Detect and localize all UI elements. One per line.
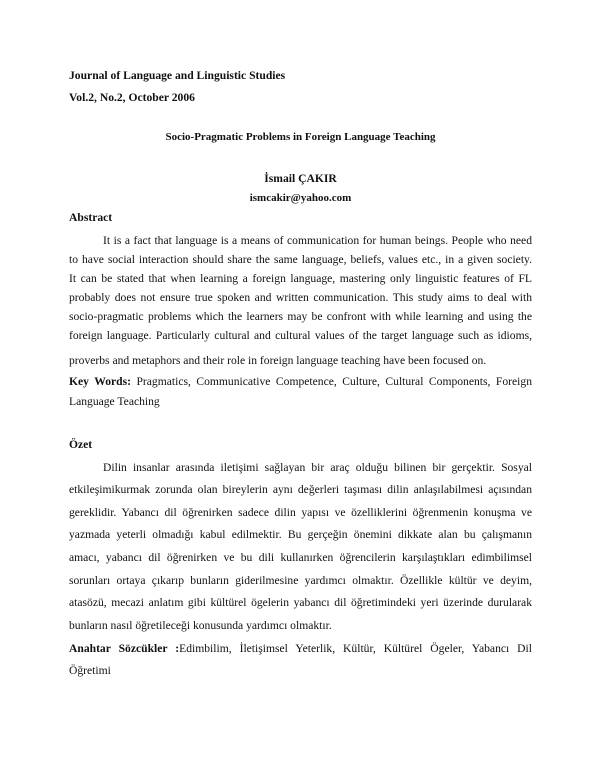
ozet-line: yazmada yeterli olmadığı kabul edilmektir. Bu gerçeğin önemini dikkate alan bu çalışmanın [69,528,532,541]
journal-volume: Vol.2, No.2, October 2006 [69,91,195,104]
anahtar-sozcukler-continued: Öğretimi [69,664,111,677]
journal-name: Journal of Language and Linguistic Studies [69,69,286,82]
ozet-heading: Özet [69,438,93,451]
author-email: ismcakir@yahoo.com [249,192,352,204]
ozet-line: bunların nasıl öğretileceği konusunda yardımcı olmaktır. [69,619,332,632]
key-words-text: Pragmatics, Communicative Competence, Culture, Cultural Components, Foreign [130,375,532,388]
anahtar-sozcukler-text: Edimbilim, İletişimsel Yeterlik, Kültür, Kültürel Ögeler, Yabancı Dil [179,642,532,655]
anahtar-sozcukler-label: Anahtar Sözcükler : [69,642,180,655]
abstract-line: foreign language. Particularly cultural and cultural values of the target language such as idioms, [69,329,532,342]
abstract-line: It can be stated that when learning a foreign language, mastering only linguistic features of FL [69,272,532,285]
ozet-line: gereklidir. Yabancı dil öğrenirken sadece dilin yapısı ve özelliklerini öğrenmenin konuşma ve [69,506,532,519]
key-words [69,375,532,390]
author-name: İsmail ÇAKIR [264,172,337,185]
ozet-line: atasözü, mecazi anlatım gibi kültürel ögelerin yabancı dil öğretimindeki yeri üzerinde durularak [69,596,532,609]
ozet-line: Dilin insanlar arasında iletişimi sağlayan bir araç olduğu bilinen bir gerçektir. Sosyal [103,461,532,474]
key-words-continued: Language Teaching [69,395,160,408]
anahtar-sozcukler [69,642,532,657]
key-words-label: Key Words: [69,375,131,388]
ozet-line: amacı, yabancı dil öğrenirken ve bu dili kullanırken öğrencilerin karşılaştıkları edimbilimsel [69,551,532,564]
abstract-line: to have social interaction should share the same language, beliefs, values etc., in a given society. [69,253,532,266]
abstract-heading: Abstract [69,211,113,224]
abstract-line: socio-pragmatic problems which the learners may be confront with while learning and using the [69,310,532,323]
paper-title: Socio-Pragmatic Problems in Foreign Language Teaching [165,131,436,143]
abstract-line: It is a fact that language is a means of communication for human beings. People who need [103,234,532,247]
ozet-line: etkileşimikurmak zorunda olan bireylerin aynı değerleri taşıması dilin anlaşılabilmesi açısından [69,483,532,496]
ozet-line: sorunları ortaya çıkarıp bunların giderilmesine yardımcı olmaktır. Özellikle kültür ve deyim, [69,574,532,587]
abstract-line: proverbs and metaphors and their role in foreign language teaching have been focused on. [69,354,487,367]
abstract-line: probably does not ensure true spoken and written communication. This study aims to deal with [69,291,532,304]
